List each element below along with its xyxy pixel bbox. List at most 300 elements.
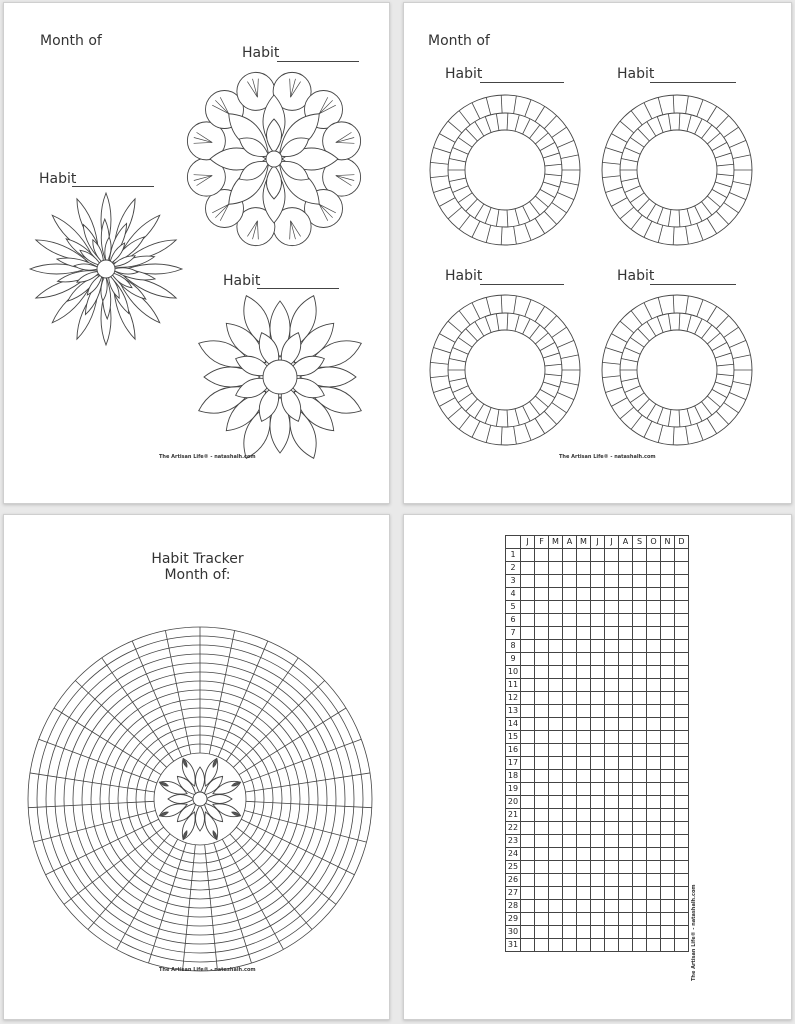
printable-page-ring-trackers bbox=[403, 2, 792, 504]
habit-cell bbox=[549, 627, 563, 640]
footer-credit: The Artisan Life® - natashalh.com bbox=[559, 454, 656, 460]
inner-ring-divider bbox=[507, 410, 508, 427]
day-row bbox=[506, 588, 689, 601]
day-number: 17 bbox=[506, 757, 521, 770]
month-header: A bbox=[563, 536, 577, 549]
habit-cell bbox=[549, 770, 563, 783]
habit-cell bbox=[563, 679, 577, 692]
inner-ring-divider bbox=[638, 199, 650, 211]
habit-cell bbox=[577, 796, 591, 809]
radial-spoke bbox=[218, 641, 268, 757]
inner-ring-divider bbox=[535, 133, 548, 144]
habit-cell bbox=[577, 848, 591, 861]
outer-ring-divider bbox=[525, 223, 531, 240]
habit-cell bbox=[661, 705, 675, 718]
day-number: 9 bbox=[506, 653, 521, 666]
habit-blank-line-1 bbox=[480, 82, 564, 83]
habit-cell bbox=[591, 822, 605, 835]
outer-ring-divider bbox=[733, 381, 751, 385]
day-row bbox=[506, 757, 689, 770]
habit-cell bbox=[521, 913, 535, 926]
habit-cell bbox=[605, 549, 619, 562]
habit-cell bbox=[605, 614, 619, 627]
habit-cell bbox=[591, 783, 605, 796]
habit-cell bbox=[675, 848, 689, 861]
inner-ring-divider bbox=[657, 117, 663, 133]
habit-cell bbox=[549, 757, 563, 770]
inner-ring-divider bbox=[496, 114, 499, 131]
radial-spoke bbox=[33, 811, 155, 843]
habit-cell bbox=[633, 939, 647, 952]
habit-cell bbox=[675, 783, 689, 796]
habit-cell bbox=[549, 913, 563, 926]
outer-ring-divider bbox=[602, 162, 620, 164]
outer-ring-divider bbox=[620, 121, 634, 133]
day-row bbox=[506, 627, 689, 640]
habit-cell bbox=[661, 666, 675, 679]
outer-ring-divider bbox=[501, 295, 502, 313]
habit-cell bbox=[675, 614, 689, 627]
habit-cell bbox=[591, 939, 605, 952]
habit-cell bbox=[633, 653, 647, 666]
day-row bbox=[506, 822, 689, 835]
habit-cell bbox=[521, 770, 535, 783]
month-header: M bbox=[549, 536, 563, 549]
habit-cell bbox=[549, 835, 563, 848]
habit-cell bbox=[605, 913, 619, 926]
habit-label-2: Habit bbox=[39, 171, 77, 187]
inner-ring-divider bbox=[453, 386, 469, 393]
outer-ring-divider bbox=[561, 181, 579, 185]
habit-cell bbox=[647, 874, 661, 887]
habit-cell bbox=[605, 640, 619, 653]
habit-cell bbox=[675, 653, 689, 666]
inner-ring-divider bbox=[687, 115, 691, 131]
day-row bbox=[506, 861, 689, 874]
outer-ring-divider bbox=[716, 116, 728, 129]
habit-cell bbox=[549, 822, 563, 835]
habit-cell bbox=[577, 835, 591, 848]
habit-cell bbox=[675, 913, 689, 926]
outer-ring-divider bbox=[430, 376, 448, 378]
outer-ring-divider bbox=[433, 387, 450, 392]
outer-ring-divider bbox=[486, 97, 491, 114]
habit-cell bbox=[605, 822, 619, 835]
habit-cell bbox=[619, 926, 633, 939]
habit-cell bbox=[591, 874, 605, 887]
grid-header-row bbox=[506, 536, 689, 549]
habit-cell bbox=[633, 874, 647, 887]
inner-ring-divider bbox=[701, 325, 711, 338]
habit-cell bbox=[591, 861, 605, 874]
outer-ring-divider bbox=[430, 362, 448, 364]
habit-cell bbox=[619, 653, 633, 666]
habit-cell bbox=[647, 601, 661, 614]
habit-cell bbox=[675, 757, 689, 770]
habit-cell bbox=[633, 731, 647, 744]
habit-cell bbox=[633, 549, 647, 562]
outer-ring-divider bbox=[707, 218, 717, 233]
day-number: 13 bbox=[506, 705, 521, 718]
habit-cell bbox=[535, 822, 549, 835]
day-number: 28 bbox=[506, 900, 521, 913]
habit-cell bbox=[633, 679, 647, 692]
inner-ring-divider bbox=[515, 209, 519, 225]
outer-ring-divider bbox=[552, 403, 567, 413]
habit-cell bbox=[591, 562, 605, 575]
inner-ring-divider bbox=[466, 129, 478, 141]
outer-ring-divider bbox=[611, 398, 627, 407]
inner-ring-divider bbox=[458, 337, 472, 347]
outer-ring-divider bbox=[631, 111, 642, 125]
habit-cell bbox=[563, 757, 577, 770]
inner-ring-divider bbox=[701, 125, 711, 138]
outer-ring-divider bbox=[433, 348, 450, 353]
habit-cell bbox=[563, 744, 577, 757]
inner-ring-divider bbox=[466, 329, 478, 341]
day-row bbox=[506, 939, 689, 952]
habit-label-4: Habit bbox=[617, 268, 655, 284]
inner-ring-divider bbox=[496, 410, 499, 427]
day-number: 21 bbox=[506, 809, 521, 822]
habit-cell bbox=[619, 939, 633, 952]
day-number: 24 bbox=[506, 848, 521, 861]
inner-ring-divider bbox=[630, 337, 644, 347]
radial-spoke bbox=[245, 811, 367, 843]
inner-ring-divider bbox=[712, 389, 727, 397]
outer-ring-divider bbox=[501, 227, 502, 245]
inner-ring-divider bbox=[715, 182, 731, 187]
habit-cell bbox=[577, 822, 591, 835]
inner-ring-divider bbox=[535, 396, 548, 407]
printable-page-flower-habits bbox=[3, 2, 390, 504]
outer-ring-divider bbox=[557, 392, 574, 399]
habit-cell bbox=[647, 718, 661, 731]
habit-cell bbox=[661, 588, 675, 601]
month-header: A bbox=[619, 536, 633, 549]
month-header: D bbox=[675, 536, 689, 549]
day-row bbox=[506, 679, 689, 692]
habit-cell bbox=[605, 601, 619, 614]
footer-credit: The Artisan Life® - natashalh.com bbox=[159, 967, 256, 973]
habit-cell bbox=[675, 926, 689, 939]
tracker-month-of: Month of: bbox=[164, 567, 231, 583]
habit-cell bbox=[619, 744, 633, 757]
inner-ring-divider bbox=[717, 374, 734, 376]
habit-cell bbox=[633, 926, 647, 939]
habit-cell bbox=[619, 770, 633, 783]
inner-ring-divider bbox=[621, 159, 638, 162]
habit-cell bbox=[661, 562, 675, 575]
habit-cell bbox=[633, 588, 647, 601]
inner-ring-divider bbox=[496, 210, 499, 227]
habit-cell bbox=[619, 731, 633, 744]
habit-cell bbox=[661, 796, 675, 809]
inner-ring-divider bbox=[625, 148, 641, 155]
outer-ring-divider bbox=[486, 225, 491, 242]
habit-cell bbox=[535, 861, 549, 874]
habit-cell bbox=[605, 835, 619, 848]
habit-cell bbox=[563, 575, 577, 588]
habit-cell bbox=[563, 796, 577, 809]
outer-ring-divider bbox=[561, 381, 579, 385]
inner-ring-divider bbox=[679, 113, 680, 130]
habit-cell bbox=[521, 861, 535, 874]
habit-cell bbox=[675, 640, 689, 653]
habit-cell bbox=[577, 744, 591, 757]
habit-cell bbox=[521, 679, 535, 692]
habit-cell bbox=[647, 575, 661, 588]
habit-cell bbox=[605, 848, 619, 861]
habit-cell bbox=[647, 640, 661, 653]
inner-ring-divider bbox=[687, 209, 691, 225]
inner-ring-divider bbox=[543, 353, 559, 358]
habit-cell bbox=[605, 666, 619, 679]
outer-ring-divider bbox=[733, 355, 751, 359]
habit-cell bbox=[619, 562, 633, 575]
inner-ring-divider bbox=[625, 348, 641, 355]
outer-ring-divider bbox=[501, 427, 502, 445]
habit-cell bbox=[535, 718, 549, 731]
outer-ring-divider bbox=[697, 423, 703, 440]
habit-cell bbox=[535, 835, 549, 848]
habit-cell bbox=[675, 900, 689, 913]
habit-cell bbox=[633, 900, 647, 913]
inner-ring-divider bbox=[475, 322, 484, 336]
habit-cell bbox=[619, 913, 633, 926]
habit-cell bbox=[661, 640, 675, 653]
day-number: 27 bbox=[506, 887, 521, 900]
outer-ring-divider bbox=[697, 300, 703, 317]
habit-cell bbox=[605, 744, 619, 757]
habit-cell bbox=[633, 770, 647, 783]
month-header: J bbox=[591, 536, 605, 549]
habit-cell bbox=[521, 900, 535, 913]
day-number: 15 bbox=[506, 731, 521, 744]
day-number: 22 bbox=[506, 822, 521, 835]
habit-cell bbox=[633, 666, 647, 679]
habit-cell bbox=[675, 744, 689, 757]
habit-cell bbox=[675, 796, 689, 809]
habit-cell bbox=[577, 653, 591, 666]
outer-ring-divider bbox=[459, 215, 470, 229]
outer-ring-divider bbox=[631, 311, 642, 325]
habit-cell bbox=[563, 861, 577, 874]
habit-cell bbox=[521, 887, 535, 900]
outer-ring-divider bbox=[707, 306, 717, 321]
habit-cell bbox=[633, 913, 647, 926]
inner-ring-divider bbox=[647, 404, 656, 418]
outer-ring-divider bbox=[448, 407, 462, 419]
habit-cell bbox=[661, 913, 675, 926]
habit-cell bbox=[563, 640, 577, 653]
habit-cell bbox=[605, 757, 619, 770]
habit-cell bbox=[675, 718, 689, 731]
outer-ring-divider bbox=[448, 121, 462, 133]
month-header: J bbox=[605, 536, 619, 549]
outer-ring-divider bbox=[448, 207, 462, 219]
day-number: 7 bbox=[506, 627, 521, 640]
habit-cell bbox=[675, 601, 689, 614]
habit-cell bbox=[549, 614, 563, 627]
inner-ring-divider bbox=[545, 364, 562, 366]
habit-cell bbox=[535, 809, 549, 822]
habit-cell bbox=[577, 861, 591, 874]
ring-circle bbox=[465, 130, 545, 210]
habit-cell bbox=[577, 588, 591, 601]
habit-cell bbox=[605, 796, 619, 809]
habit-cell bbox=[563, 718, 577, 731]
habit-cell bbox=[535, 640, 549, 653]
habit-cell bbox=[619, 549, 633, 562]
habit-cell bbox=[591, 692, 605, 705]
habit-cell bbox=[633, 614, 647, 627]
habit-cell bbox=[647, 848, 661, 861]
habit-blank-line-1 bbox=[277, 61, 359, 62]
outer-ring-divider bbox=[658, 225, 663, 242]
day-number: 2 bbox=[506, 562, 521, 575]
habit-cell bbox=[605, 939, 619, 952]
inner-ring-divider bbox=[496, 314, 499, 331]
habit-cell bbox=[619, 822, 633, 835]
center-mandala-inner-petal bbox=[206, 795, 232, 804]
habit-cell bbox=[605, 770, 619, 783]
outer-ring-divider bbox=[557, 140, 574, 147]
outer-ring-divider bbox=[557, 340, 574, 347]
outer-ring-divider bbox=[501, 95, 502, 113]
habit-cell bbox=[675, 731, 689, 744]
habit-cell bbox=[605, 679, 619, 692]
ring-tracker-2 bbox=[600, 93, 754, 247]
habit-cell bbox=[633, 822, 647, 835]
habit-cell bbox=[521, 757, 535, 770]
day-row bbox=[506, 796, 689, 809]
outer-ring-divider bbox=[486, 425, 491, 442]
inner-ring-divider bbox=[695, 206, 702, 221]
habit-cell bbox=[591, 627, 605, 640]
day-row bbox=[506, 809, 689, 822]
habit-cell bbox=[605, 588, 619, 601]
habit-cell bbox=[577, 640, 591, 653]
habit-cell bbox=[619, 679, 633, 692]
inner-ring-divider bbox=[453, 186, 469, 193]
habit-cell bbox=[549, 575, 563, 588]
center-mandala-inner-petal bbox=[196, 767, 205, 793]
outer-ring-divider bbox=[448, 321, 462, 333]
day-row bbox=[506, 653, 689, 666]
inner-ring-divider bbox=[529, 325, 539, 338]
habit-cell bbox=[675, 549, 689, 562]
habit-cell bbox=[549, 718, 563, 731]
mandala-flower-lotus bbox=[190, 289, 370, 464]
habit-cell bbox=[591, 757, 605, 770]
inner-ring-divider bbox=[630, 137, 644, 147]
outer-ring-divider bbox=[644, 303, 652, 319]
habit-cell bbox=[619, 848, 633, 861]
habit-cell bbox=[633, 575, 647, 588]
day-number: 16 bbox=[506, 744, 521, 757]
printable-page-radial-tracker bbox=[3, 514, 390, 1020]
habit-label-3: Habit bbox=[445, 268, 483, 284]
habit-cell bbox=[675, 627, 689, 640]
inner-ring-divider bbox=[630, 193, 644, 203]
habit-cell bbox=[591, 887, 605, 900]
inner-ring-divider bbox=[543, 153, 559, 158]
habit-cell bbox=[661, 601, 675, 614]
day-row bbox=[506, 562, 689, 575]
outer-ring-divider bbox=[724, 203, 739, 213]
habit-cell bbox=[549, 562, 563, 575]
habit-cell bbox=[535, 926, 549, 939]
day-row bbox=[506, 705, 689, 718]
radial-spoke bbox=[165, 631, 190, 754]
inner-ring-divider bbox=[625, 386, 641, 393]
habit-label-3: Habit bbox=[223, 273, 261, 289]
habit-cell bbox=[591, 770, 605, 783]
day-row bbox=[506, 731, 689, 744]
habit-cell bbox=[605, 926, 619, 939]
outer-ring-divider bbox=[686, 96, 689, 114]
outer-ring-divider bbox=[472, 103, 480, 119]
habit-cell bbox=[661, 744, 675, 757]
inner-ring-divider bbox=[638, 399, 650, 411]
habit-cell bbox=[549, 796, 563, 809]
habit-cell bbox=[535, 887, 549, 900]
outer-ring-divider bbox=[544, 316, 556, 329]
habit-cell bbox=[675, 692, 689, 705]
habit-cell bbox=[535, 705, 549, 718]
habit-cell bbox=[647, 796, 661, 809]
day-number: 19 bbox=[506, 783, 521, 796]
habit-cell bbox=[521, 809, 535, 822]
day-row bbox=[506, 601, 689, 614]
outer-ring-divider bbox=[716, 411, 728, 424]
habit-cell bbox=[647, 588, 661, 601]
habit-cell bbox=[633, 796, 647, 809]
habit-cell bbox=[563, 549, 577, 562]
habit-cell bbox=[619, 627, 633, 640]
habit-cell bbox=[577, 900, 591, 913]
habit-cell bbox=[605, 562, 619, 575]
outer-ring-divider bbox=[514, 96, 517, 114]
month-of-label: Month of bbox=[428, 33, 490, 49]
day-row bbox=[506, 549, 689, 562]
outer-ring-divider bbox=[631, 415, 642, 429]
habit-cell bbox=[605, 861, 619, 874]
outer-ring-divider bbox=[707, 106, 717, 121]
habit-cell bbox=[563, 666, 577, 679]
outer-ring-divider bbox=[620, 321, 634, 333]
habit-cell bbox=[563, 562, 577, 575]
habit-cell bbox=[633, 718, 647, 731]
inner-ring-divider bbox=[540, 342, 555, 350]
inner-ring-divider bbox=[545, 374, 562, 376]
habit-cell bbox=[535, 575, 549, 588]
ring-circle bbox=[465, 330, 545, 410]
habit-cell bbox=[633, 640, 647, 653]
inner-ring-divider bbox=[701, 402, 711, 415]
habit-cell bbox=[675, 822, 689, 835]
habit-cell bbox=[647, 744, 661, 757]
habit-cell bbox=[633, 887, 647, 900]
habit-cell bbox=[577, 666, 591, 679]
habit-cell bbox=[563, 926, 577, 939]
habit-cell bbox=[661, 575, 675, 588]
outer-ring-divider bbox=[644, 421, 652, 437]
outer-ring-divider bbox=[486, 297, 491, 314]
inner-ring-divider bbox=[621, 178, 638, 181]
habit-cell bbox=[577, 874, 591, 887]
